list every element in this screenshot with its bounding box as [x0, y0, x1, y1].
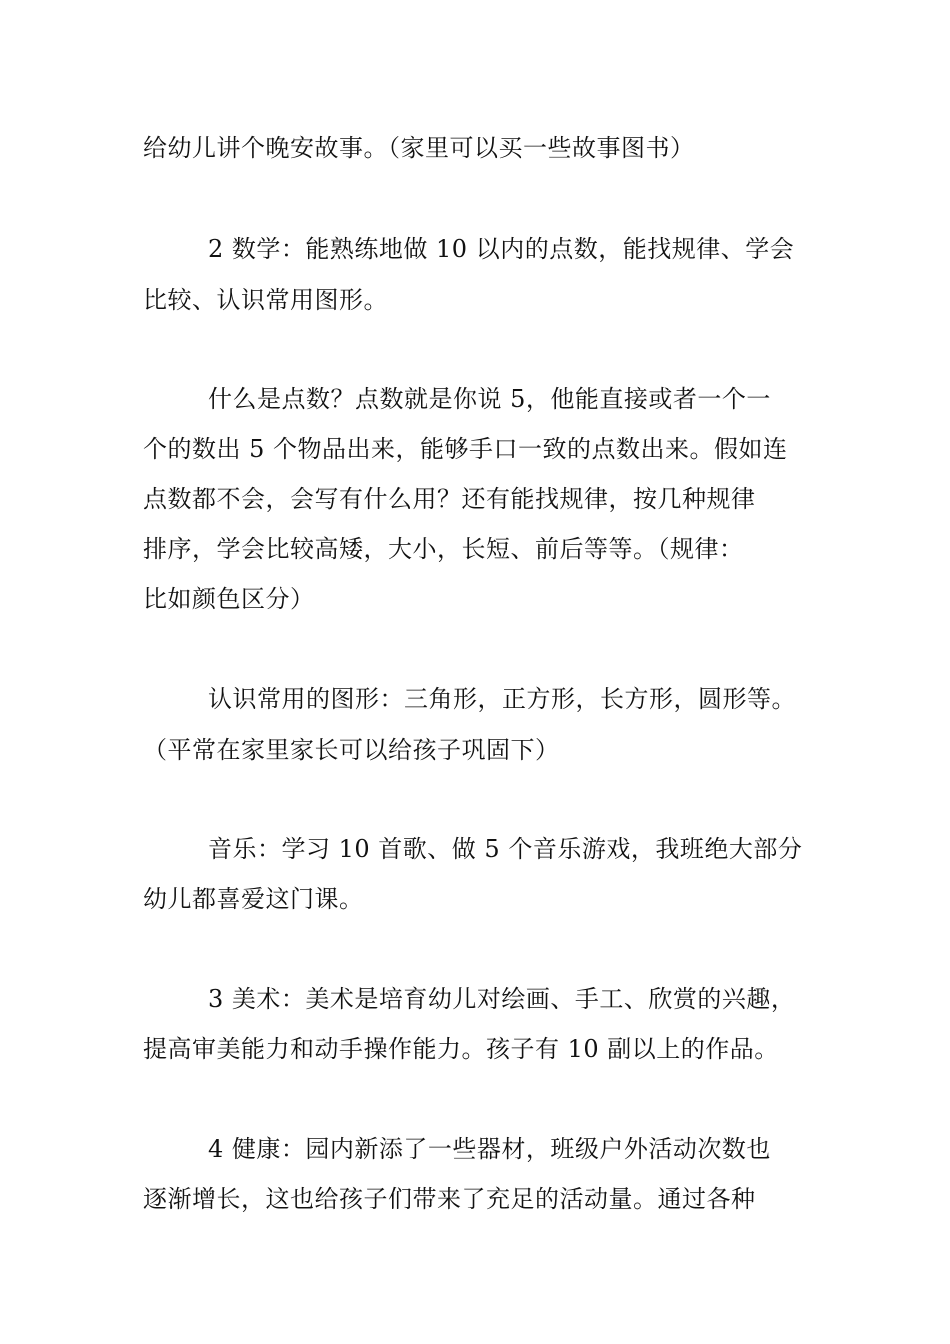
text-line: 排序，学会比较高矮，大小，长短、前后等等。（规律：	[143, 535, 744, 563]
text-line: 点数都不会，会写有什么用？还有能找规律，按几种规律	[143, 485, 756, 513]
text-line: 比如颜色区分）	[143, 585, 315, 613]
text-line: 4 健康：园内新添了一些器材，班级户外活动次数也	[208, 1135, 771, 1163]
text-line: （平常在家里家长可以给孩子巩固下）	[143, 736, 560, 764]
text-line: 什么是点数？点数就是你说 5，他能直接或者一个一	[208, 385, 771, 413]
text-line: 音乐：学习 10 首歌、做 5 个音乐游戏，我班绝大部分	[208, 835, 803, 863]
text-line: 逐渐增长，这也给孩子们带来了充足的活动量。通过各种	[143, 1185, 756, 1213]
text-line: 个的数出 5 个物品出来，能够手口一致的点数出来。假如连	[143, 435, 788, 463]
text-line: 幼儿都喜爱这门课。	[143, 885, 364, 913]
text-line: 给幼儿讲个晚安故事。（家里可以买一些故事图书）	[143, 134, 695, 162]
text-line: 认识常用的图形：三角形，正方形，长方形，圆形等。	[208, 685, 796, 713]
text-line: 比较、认识常用图形。	[143, 286, 388, 314]
text-line: 2 数学：能熟练地做 10 以内的点数，能找规律、学会	[208, 235, 795, 263]
text-line: 提高审美能力和动手操作能力。孩子有 10 副以上的作品。	[143, 1035, 779, 1063]
text-line: 3 美术：美术是培育幼儿对绘画、手工、欣赏的兴趣，	[208, 985, 796, 1013]
